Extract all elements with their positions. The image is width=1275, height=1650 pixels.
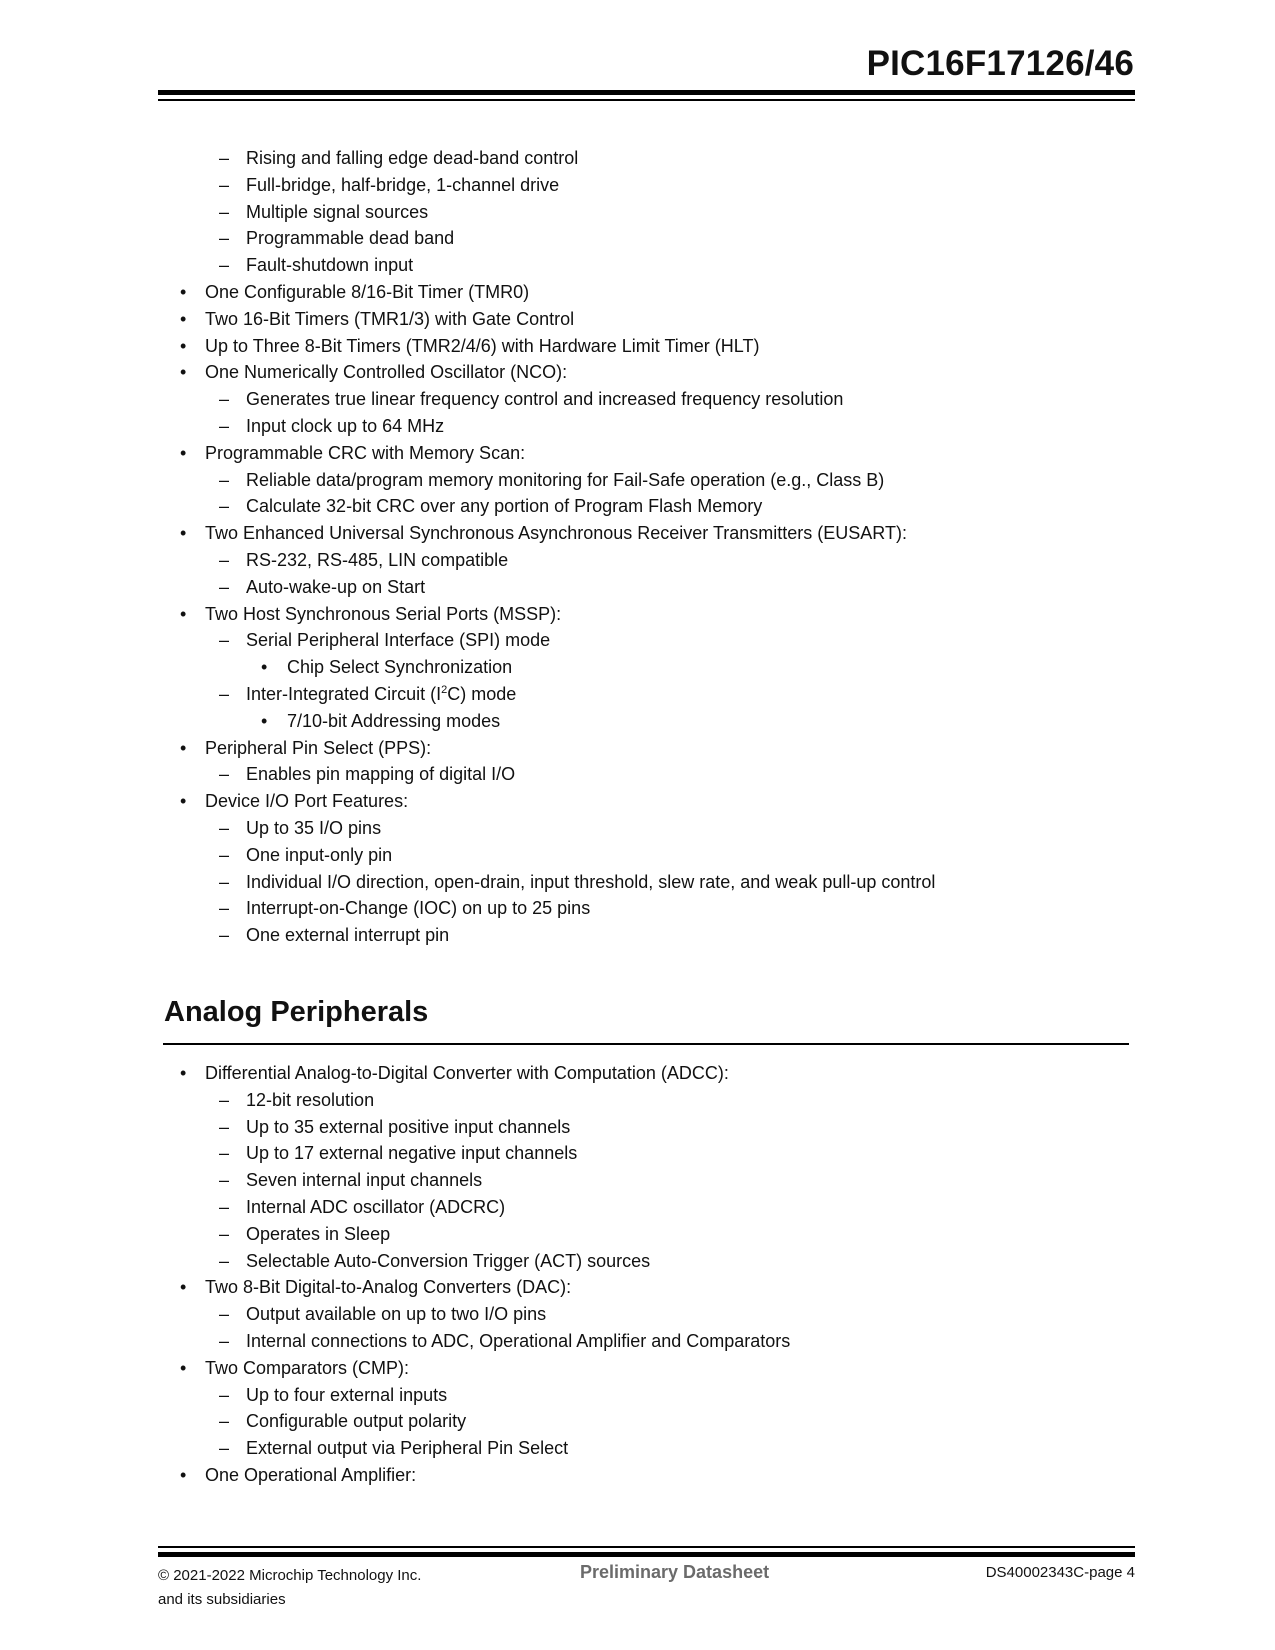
footer-status: Preliminary Datasheet bbox=[580, 1562, 770, 1582]
list-item-text bbox=[246, 842, 392, 869]
list-item-main-text: Internal ADC oscillator (ADCRC) bbox=[246, 1196, 506, 1217]
list-item bbox=[0, 1194, 1275, 1221]
list-item-text bbox=[205, 601, 561, 628]
list-item-main-text: Generates true linear frequency control and increased frequency resolution bbox=[246, 389, 844, 410]
list-item-main-text: Reliable data/program memory monitoring for Fail-Safe operation (e.g., Class B) bbox=[246, 469, 885, 490]
bullet-marker: • bbox=[180, 523, 187, 544]
dash-marker: – bbox=[219, 148, 230, 168]
section-heading-analog: Analog Peripherals bbox=[164, 996, 429, 1028]
list-item-text bbox=[246, 172, 559, 199]
list-item-text bbox=[287, 654, 512, 681]
header-rule-thick bbox=[158, 90, 1135, 95]
list-item-text bbox=[246, 467, 884, 494]
list-item-text bbox=[246, 1114, 570, 1141]
list-item-text bbox=[246, 627, 550, 654]
list-item-main-text: Differential Analog-to-Digital Converter with Computation (ADCC): bbox=[205, 1063, 729, 1083]
list-item-text bbox=[246, 1194, 505, 1221]
list-item-text bbox=[246, 413, 444, 440]
dash-marker: – bbox=[219, 683, 230, 704]
list-item bbox=[0, 815, 1275, 842]
list-item bbox=[0, 761, 1275, 788]
dash-marker: – bbox=[219, 764, 230, 785]
list-item-main-text: Inter-Integrated Circuit (I bbox=[246, 683, 442, 704]
list-item bbox=[0, 440, 1275, 467]
list-item bbox=[0, 306, 1275, 333]
list-item bbox=[0, 172, 1275, 199]
superscript: 2 bbox=[441, 683, 448, 696]
list-item-text bbox=[246, 1140, 577, 1167]
list-item-text bbox=[246, 1167, 482, 1194]
bullet-marker: • bbox=[180, 442, 187, 463]
list-item-text bbox=[246, 922, 449, 949]
list-item-text bbox=[205, 1355, 409, 1382]
list-item-main-text: Up to 35 external positive input channels bbox=[246, 1116, 571, 1137]
footer-rule-thin bbox=[158, 1546, 1135, 1548]
bullet-marker: • bbox=[261, 657, 268, 678]
dash-marker: – bbox=[219, 1330, 230, 1351]
list-item-main-text: Input clock up to 64 MHz bbox=[246, 415, 445, 436]
list-item-text bbox=[205, 735, 431, 762]
list-item-main-text: Up to Three 8-Bit Timers (TMR2/4/6) with Hardware Limit Timer (HLT) bbox=[205, 335, 760, 356]
list-item bbox=[0, 708, 1275, 735]
list-item-text bbox=[246, 1328, 790, 1355]
list-item-main-text: Individual I/O direction, open-drain, input threshold, slew rate, and weak pull-up control bbox=[246, 871, 936, 892]
list-item bbox=[0, 1462, 1275, 1489]
list-item-text bbox=[246, 199, 428, 226]
list-item-main-text: One Configurable 8/16-Bit Timer (TMR0) bbox=[205, 281, 530, 302]
list-item bbox=[0, 279, 1275, 306]
dash-marker: – bbox=[219, 496, 230, 517]
list-item bbox=[0, 1087, 1275, 1114]
list-item bbox=[0, 601, 1275, 628]
list-item-main-text: Two Enhanced Universal Synchronous Asynchronous Receiver Transmitters (EUSART): bbox=[205, 523, 907, 544]
list-item bbox=[0, 493, 1275, 520]
list-item-main-text: Multiple signal sources bbox=[246, 201, 429, 222]
list-item-main-text: Configurable output polarity bbox=[246, 1411, 467, 1432]
list-item bbox=[0, 1382, 1275, 1409]
list-item-text bbox=[246, 895, 590, 922]
dash-marker: – bbox=[219, 174, 230, 195]
list-item-main-text: Auto-wake-up on Start bbox=[246, 576, 426, 597]
list-item-main-text: Two Comparators (CMP): bbox=[205, 1357, 410, 1378]
bullet-marker: • bbox=[180, 791, 187, 812]
list-item-main-text: External output via Peripheral Pin Select bbox=[246, 1438, 569, 1459]
bullet-marker: • bbox=[180, 335, 187, 356]
list-item-main-text: Up to four external inputs bbox=[246, 1384, 448, 1405]
list-item-main-text: Operates in Sleep bbox=[246, 1223, 391, 1244]
list-item bbox=[0, 1140, 1275, 1167]
list-item-main-text: Up to 17 external negative input channels bbox=[246, 1143, 578, 1164]
list-item-text bbox=[246, 1435, 568, 1462]
list-item-main-text: Selectable Auto-Conversion Trigger (ACT) sources bbox=[246, 1250, 651, 1271]
list-item bbox=[0, 654, 1275, 681]
list-item-main-text: Programmable dead band bbox=[246, 228, 455, 249]
list-item-text bbox=[246, 1087, 374, 1114]
dash-marker: – bbox=[219, 389, 230, 410]
dash-marker: – bbox=[219, 844, 230, 865]
list-item-main-text: Chip Select Synchronization bbox=[287, 657, 513, 678]
footer-rule-thick bbox=[158, 1552, 1135, 1557]
list-item-text bbox=[205, 1274, 571, 1301]
dash-marker: – bbox=[219, 1250, 230, 1271]
bullet-marker: • bbox=[180, 1277, 187, 1298]
list-item bbox=[0, 252, 1275, 279]
dash-marker: – bbox=[219, 925, 230, 946]
list-item-main-text: Internal connections to ADC, Operational Amplifier and Comparators bbox=[246, 1330, 791, 1351]
list-item bbox=[0, 842, 1275, 869]
list-item bbox=[0, 895, 1275, 922]
list-item bbox=[0, 869, 1275, 896]
list-item bbox=[0, 1355, 1275, 1382]
list-item bbox=[0, 225, 1275, 252]
list-item-main-text: Full-bridge, half-bridge, 1-channel drive bbox=[246, 174, 560, 195]
dash-marker: – bbox=[219, 1304, 230, 1325]
dash-marker: – bbox=[219, 201, 230, 222]
list-item bbox=[0, 1248, 1275, 1275]
list-item bbox=[0, 1060, 1275, 1087]
list-item bbox=[0, 145, 1275, 172]
bullet-marker: • bbox=[180, 308, 187, 329]
list-item-main-text: RS-232, RS-485, LIN compatible bbox=[246, 549, 509, 570]
dash-marker: – bbox=[219, 630, 230, 651]
list-item-main-text: 7/10-bit Addressing modes bbox=[287, 710, 501, 731]
bullet-marker: • bbox=[180, 1063, 187, 1083]
list-item-main-text: Seven internal input channels bbox=[246, 1170, 483, 1191]
list-item bbox=[0, 1167, 1275, 1194]
dash-marker: – bbox=[219, 817, 230, 838]
dash-marker: – bbox=[219, 549, 230, 570]
list-item-text bbox=[287, 708, 500, 735]
list-item-text bbox=[246, 386, 843, 413]
list-item-main-text: Peripheral Pin Select (PPS): bbox=[205, 737, 432, 758]
list-item-text bbox=[246, 1221, 390, 1248]
list-item-main-text: Interrupt-on-Change (IOC) on up to 25 pins bbox=[246, 898, 591, 919]
bullet-marker: • bbox=[180, 603, 187, 624]
list-item-text bbox=[205, 306, 574, 333]
list-item-main-text: Two 8-Bit Digital-to-Analog Converters (DAC): bbox=[205, 1277, 572, 1298]
list-item-text bbox=[246, 493, 762, 520]
list-item-main-text: Calculate 32-bit CRC over any portion of Program Flash Memory bbox=[246, 496, 763, 517]
list-item-main-text: Two Host Synchronous Serial Ports (MSSP): bbox=[205, 603, 562, 624]
list-item-text bbox=[246, 869, 935, 896]
list-item-text bbox=[246, 145, 578, 172]
header-rule-thin bbox=[158, 99, 1135, 101]
list-item-text bbox=[246, 1408, 466, 1435]
list-item-text bbox=[246, 1248, 650, 1275]
list-item-main-text: One input-only pin bbox=[246, 844, 393, 865]
list-item-text bbox=[205, 788, 408, 815]
list-item-main-text: Enables pin mapping of digital I/O bbox=[246, 764, 516, 785]
dash-marker: – bbox=[219, 415, 230, 436]
list-item-main-text: Output available on up to two I/O pins bbox=[246, 1304, 547, 1325]
bullet-marker: • bbox=[180, 737, 187, 758]
bullet-marker: • bbox=[180, 1357, 187, 1378]
list-item-main-text: 12-bit resolution bbox=[246, 1089, 375, 1110]
list-item bbox=[0, 922, 1275, 949]
dash-marker: – bbox=[219, 1223, 230, 1244]
dash-marker: – bbox=[219, 898, 230, 919]
list-item-text bbox=[205, 1462, 416, 1489]
list-item-main-text: One Operational Amplifier: bbox=[205, 1464, 417, 1485]
footer-copyright bbox=[158, 1564, 421, 1612]
list-item bbox=[0, 467, 1275, 494]
dash-marker: – bbox=[219, 1411, 230, 1432]
list-item bbox=[0, 1301, 1275, 1328]
list-item-text bbox=[246, 252, 413, 279]
list-item-text bbox=[205, 279, 529, 306]
list-item bbox=[0, 574, 1275, 601]
footer-page-number: DS40002343C-page 4 bbox=[985, 1564, 1135, 1581]
list-item bbox=[0, 735, 1275, 762]
list-item bbox=[0, 386, 1275, 413]
list-item-text bbox=[246, 1301, 546, 1328]
list-item-text bbox=[246, 1382, 447, 1409]
list-item bbox=[0, 359, 1275, 386]
list-item-text bbox=[205, 440, 525, 467]
dash-marker: – bbox=[219, 1116, 230, 1137]
dash-marker: – bbox=[219, 1143, 230, 1164]
list-item-main-text: Fault-shutdown input bbox=[246, 255, 414, 276]
list-item bbox=[0, 1408, 1275, 1435]
list-item bbox=[0, 681, 1275, 708]
list-item-main-text: Up to 35 I/O pins bbox=[246, 817, 382, 838]
list-item-text bbox=[246, 815, 381, 842]
list-item bbox=[0, 199, 1275, 226]
dash-marker: – bbox=[219, 1196, 230, 1217]
bullet-marker: • bbox=[180, 281, 187, 302]
dash-marker: – bbox=[219, 469, 230, 490]
list-item-text bbox=[246, 547, 508, 574]
list-item-text bbox=[246, 761, 515, 788]
list-item-main-text: One external interrupt pin bbox=[246, 925, 450, 946]
section-rule bbox=[163, 1043, 1129, 1045]
bullet-marker: • bbox=[261, 710, 268, 731]
copyright-line-2: and its subsidiaries bbox=[158, 1591, 286, 1608]
dash-marker: – bbox=[219, 1170, 230, 1191]
dash-marker: – bbox=[219, 1384, 230, 1405]
bullet-marker: • bbox=[180, 1464, 187, 1485]
list-item bbox=[0, 1435, 1275, 1462]
list-item bbox=[0, 1114, 1275, 1141]
list-item bbox=[0, 547, 1275, 574]
list-item bbox=[0, 1221, 1275, 1248]
list-item-main-text: Two 16-Bit Timers (TMR1/3) with Gate Control bbox=[205, 308, 575, 329]
list-item-text bbox=[246, 574, 425, 601]
document-title: PIC16F17126/46 bbox=[866, 44, 1134, 83]
list-item-text bbox=[205, 333, 759, 360]
list-item-text bbox=[205, 520, 907, 547]
dash-marker: – bbox=[219, 228, 230, 249]
list-item bbox=[0, 788, 1275, 815]
dash-marker: – bbox=[219, 1438, 230, 1459]
list-item-main-text: Programmable CRC with Memory Scan: bbox=[205, 442, 526, 463]
list-item bbox=[0, 333, 1275, 360]
list-item-main-text: One Numerically Controlled Oscillator (NCO): bbox=[205, 362, 568, 383]
list-item bbox=[0, 413, 1275, 440]
digital-features-list bbox=[0, 145, 1275, 949]
dash-marker: – bbox=[219, 1089, 230, 1110]
list-item-main-text: Rising and falling edge dead-band control bbox=[246, 148, 579, 168]
list-item bbox=[0, 520, 1275, 547]
list-item bbox=[0, 1328, 1275, 1355]
list-item-text bbox=[205, 359, 567, 386]
list-item bbox=[0, 1274, 1275, 1301]
list-item-main-text: Serial Peripheral Interface (SPI) mode bbox=[246, 630, 551, 651]
dash-marker: – bbox=[219, 871, 230, 892]
dash-marker: – bbox=[219, 255, 230, 276]
bullet-marker: • bbox=[180, 362, 187, 383]
list-item-text bbox=[205, 1060, 729, 1087]
list-item-main-text: Device I/O Port Features: bbox=[205, 791, 409, 812]
list-item-text bbox=[246, 225, 454, 252]
list-item bbox=[0, 627, 1275, 654]
list-item-tail-text: C) mode bbox=[447, 683, 517, 704]
list-item-text bbox=[246, 681, 516, 708]
analog-features-list bbox=[0, 1060, 1275, 1489]
dash-marker: – bbox=[219, 576, 230, 597]
copyright-line-1: © 2021-2022 Microchip Technology Inc. bbox=[158, 1567, 422, 1584]
